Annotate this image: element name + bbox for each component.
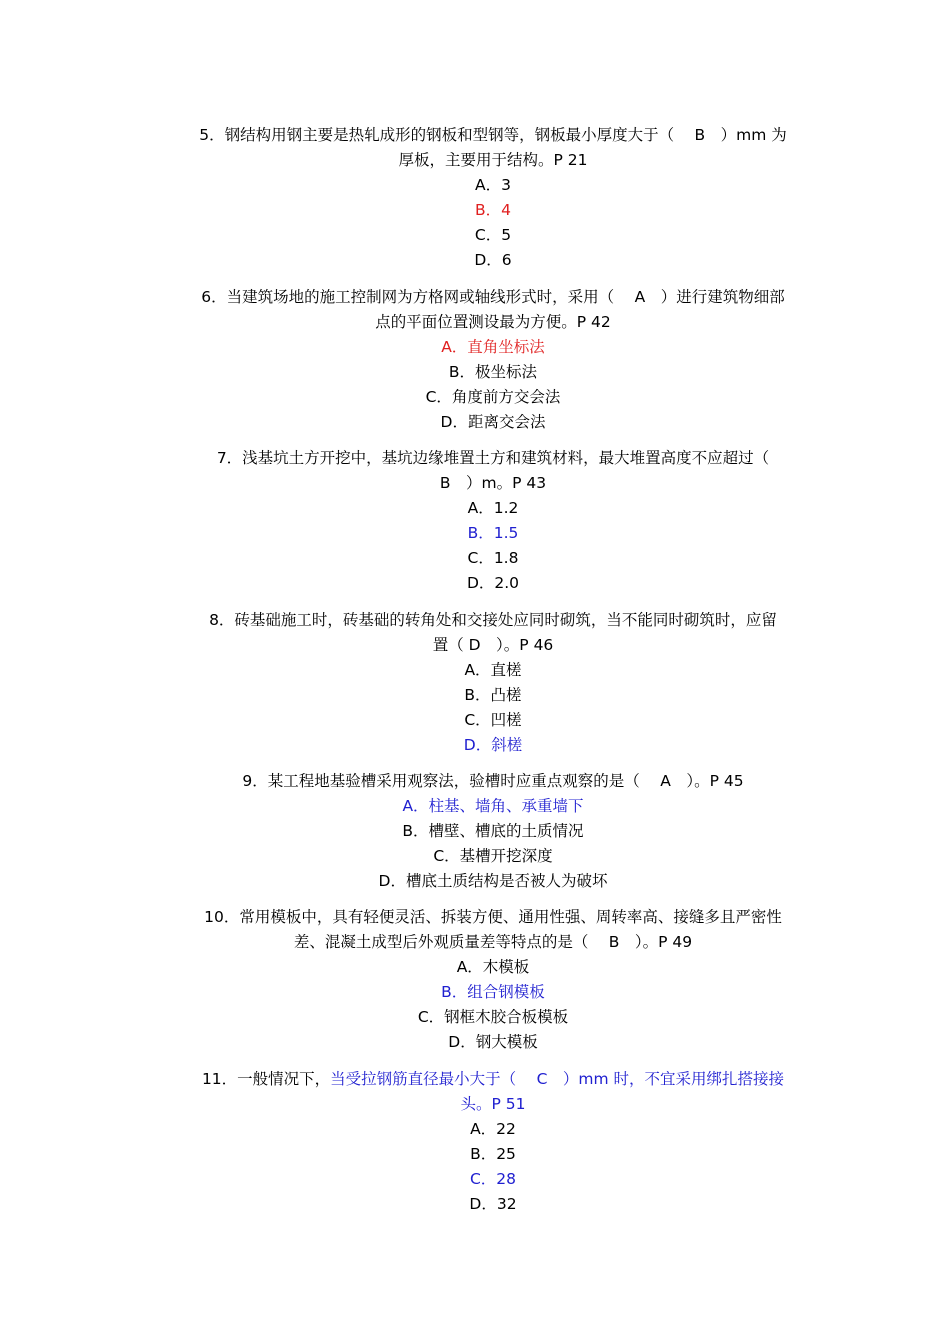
question-text-line1: 8．砖基础施工时，砖基础的转角处和交接处应同时砌筑，当不能同时砌筑时，应留 bbox=[209, 611, 777, 629]
option-a: A．木模板 bbox=[456, 958, 530, 976]
option-d: D．32 bbox=[469, 1195, 517, 1213]
option-a: A．1.2 bbox=[467, 499, 519, 517]
question-text-line2: 差、混凝土成型后外观质量差等特点的是（ B ）。P 49 bbox=[293, 933, 693, 951]
question-11 bbox=[178, 1067, 808, 1217]
question-10 bbox=[178, 905, 808, 1055]
question-text-line2: 头。P 51 bbox=[460, 1095, 526, 1113]
question-text-line2: 厚板，主要用于结构。P 21 bbox=[398, 151, 588, 169]
option-b: B．凸槎 bbox=[464, 686, 522, 704]
question-text-line1: 10．常用模板中，具有轻便灵活、拆装方便、通用性强、周转率高、接缝多且严密性 bbox=[204, 908, 782, 926]
option-c: C．1.8 bbox=[467, 549, 519, 567]
option-c-correct: C．28 bbox=[469, 1170, 517, 1188]
question-text-line1: 9．某工程地基验槽采用观察法，验槽时应重点观察的是（ A ）。P 45 bbox=[242, 772, 744, 790]
option-b: B．25 bbox=[470, 1145, 516, 1163]
question-text-line2: 置（ D ）。P 46 bbox=[432, 636, 554, 654]
option-d-correct: D．斜槎 bbox=[463, 736, 523, 754]
option-d: D．钢大模板 bbox=[448, 1033, 538, 1051]
option-a-correct: A．直角坐标法 bbox=[441, 338, 545, 356]
question-5 bbox=[178, 123, 808, 273]
question-text-line2: 点的平面位置测设最为方便。P 42 bbox=[375, 313, 611, 331]
option-c: C．基槽开挖深度 bbox=[433, 847, 553, 865]
option-d: D．槽底土质结构是否被人为破坏 bbox=[378, 872, 608, 890]
question-text-highlight: 当受拉钢筋直径最小大于（ C ）mm 时，不宜采用绑扎搭接接 bbox=[330, 1070, 785, 1088]
option-c: C．5 bbox=[474, 226, 512, 244]
option-d: D．距离交会法 bbox=[440, 413, 546, 431]
question-text-line1: 5．钢结构用钢主要是热轧成形的钢板和型钢等，钢板最小厚度大于（ B ）mm 为 bbox=[199, 126, 787, 144]
option-d: D．2.0 bbox=[466, 574, 520, 592]
option-c: C．钢框木胶合板模板 bbox=[417, 1008, 569, 1026]
question-8 bbox=[178, 608, 808, 758]
option-a-correct: A．柱基、墙角、承重墙下 bbox=[402, 797, 584, 815]
option-c: C．凹槎 bbox=[464, 711, 522, 729]
option-c: C．角度前方交会法 bbox=[425, 388, 561, 406]
option-a: A．3 bbox=[475, 176, 511, 194]
option-d: D．6 bbox=[474, 251, 512, 269]
option-a: A．22 bbox=[470, 1120, 516, 1138]
option-b-correct: B．4 bbox=[475, 201, 511, 219]
question-text-line2: B ）m。P 43 bbox=[439, 474, 547, 492]
option-b: B．槽壁、槽底的土质情况 bbox=[402, 822, 584, 840]
question-7 bbox=[178, 446, 808, 596]
option-b-correct: B．1.5 bbox=[467, 524, 519, 542]
question-text-line1: 7．浅基坑土方开挖中，基坑边缘堆置土方和建筑材料，最大堆置高度不应超过（ bbox=[216, 449, 770, 467]
option-a: A．直槎 bbox=[464, 661, 522, 679]
question-6 bbox=[178, 285, 808, 435]
question-text-line1 bbox=[178, 1067, 808, 1092]
question-text-prefix: 11．一般情况下， bbox=[201, 1070, 331, 1088]
question-9 bbox=[178, 769, 808, 894]
option-b: B．极坐标法 bbox=[448, 363, 538, 381]
option-b-correct: B．组合钢模板 bbox=[441, 983, 545, 1001]
question-text-line1: 6．当建筑场地的施工控制网为方格网或轴线形式时，采用（ A ）进行建筑物细部 bbox=[201, 288, 785, 306]
